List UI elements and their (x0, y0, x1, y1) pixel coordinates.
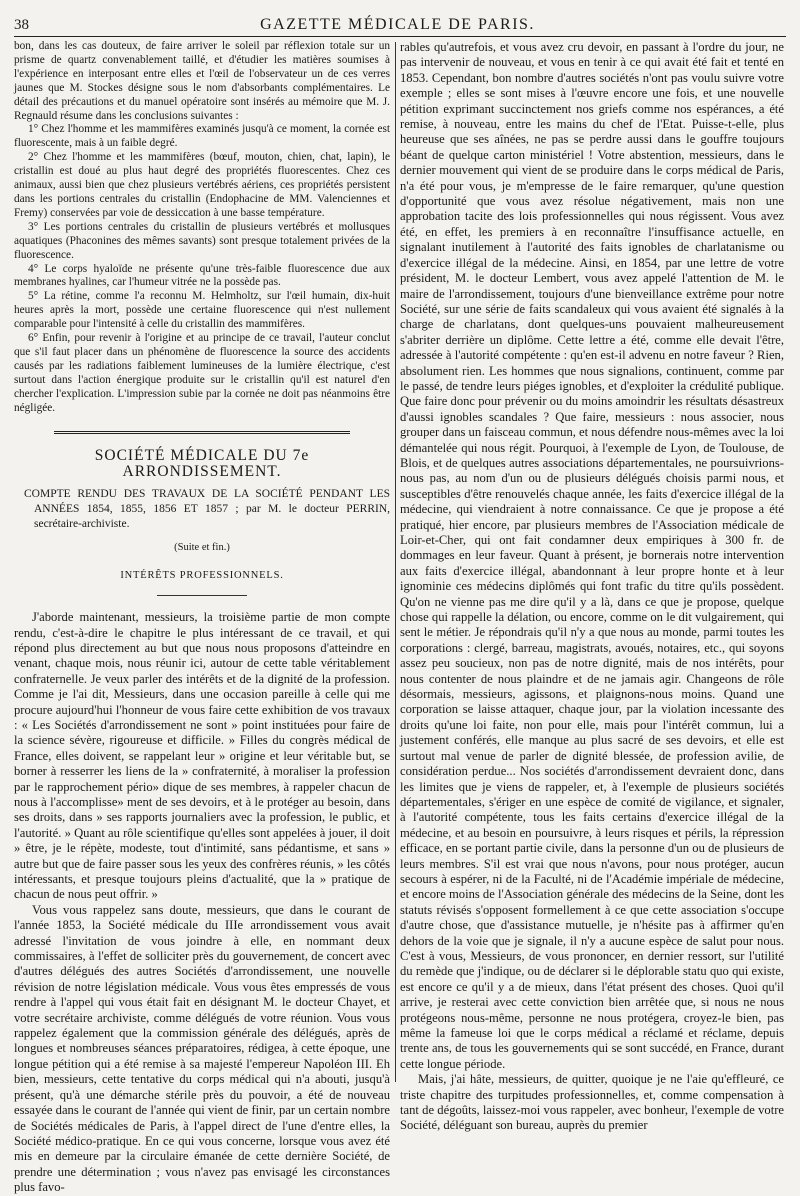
body-paragraph-3: rables qu'autrefois, et vous avez cru devoir, en passant à l'ordre du jour, ne pas intervenir de nouveau, et vous en tenir à ce qui avait été fait et tenté en 1853. Cependant, bon nombre d'autres sociétés n'ont pas voulu suivre votre exemple ; elles se sont mises à l'œuvre encore une fois, et une nouvelle pétition exprimant succinctement nos griefs comme nos espérances, a été remise, à nouveau, entre les mains du chef de l'Etat. Puisse-t-elle, plus heureuse que ses aînées, ne pas se perdre aussi dans le gouffre toujours béant de quelque carton ministériel ! Votre abstention, messieurs, dans le dernier mouvement qui vient de se produire dans le corps médical de Paris, n'a été pour vous, je m'empresse de le faire remarquer, qu'une question d'opportunité que vous avez résolue négativement, mais non une approbation tacite des lois professionnelles qui nous régissent. Vous avez été, en effet, les premiers à en reconnaître l'insuffisance actuelle, en signalant inutilement à l'autorité des faits ignobles de charlatanisme ou d'exercice illégal de la médecine. Ainsi, en 1854, par une lettre de votre président, M. le docteur Lembert, vous avez appelé l'attention de M. le maire de l'arrondissement, toujours d'une bienveillance extrême pour notre Société, sur une série de faits scandaleux qui vous avaient été signalés à la charge de charlatans, dont quelques-uns pouvaient malheureusement s'abriter derrière un diplôme. Cette lettre a été, comme elle devait l'être, adressée à l'autorité compétente : qu'en est-il advenu en notre faveur ? Rien, absolument rien. Les hommes que nous signalions, continuent, comme par le passé, de tendre leurs piéges ignobles, et d'exploiter la crédulité publique. Que faire donc pour prévenir ou du moins amoindrir les résultats désastreux d'aussi ignobles scandales ? Que faire, messieurs : nous associer, nous grouper dans un faisceau commun, et nous défendre nous-mêmes avec la loi démantelée qui nous régit. Pourquoi, à l'exemple de Lyon, de Toulouse, de Blois, et de quelques autres associations départementales, ne poursuivrions-nous pas, au nom d'un ou de plusieurs délégués choisis parmi nous, et susceptibles d'être renouvelés chaque année, les faits d'exercice illégal de la médecine, qui viendraient à notre connaissance. Ce que je propose a été pratiqué, hier encore, par plusieurs membres de l'Association médicale de Loir-et-Cher, qui ont fait condamner deux empiriques à 300 fr. de dommages en leur faveur. Quant à présent, je bornerais notre intervention aux faits d'exercice illégal, abandonnant à leur propre honte et à leur ignominie ces médecins diplômés qui font trafic du titre qu'ils possèdent. Qu'on ne vienne pas me dire qu'il y a là, dans ce que je propose, quelque chose qui rappelle la délation, ou encore, comme on le dit vulgairement, qui sent le métier. Je répondrais qu'il n'y a que nous au monde, parmi toutes les corporations : clergé, barreau, magistrats, avoués, notaires, etc., qui soyons assez peu soucieux, non pas de notre dignité, mais de nos intérêts, pour nous contenter de nous plaindre et de ne jamais agir. Changeons de rôle désormais, messieurs, agissons, et plaignons-nous moins. Quand une corporation se laisse attaquer, chaque jour, par la violation incessante des droits qu'une loi faite, non pour elle, mais pour l'intérêt commun, lui a justement conférés, elle manque au plus sacré de ses devoirs, et elle est surtout mal venue de parler de dignité blessée, de profession avilie, de considération perdue... Nos sociétés d'arrondissement devraient donc, dans les limites que je viens de rappeler, et, à l'exemple de plusieurs sociétés départementales, s'ériger en une espèce de comité de vigilance, et signaler, à l'autorité compétente, tous les faits certains d'exercice illégal de la médecine, et au besoin en poursuivre, à leurs risques et périls, la répression efficace, en se portant partie civile, dans la personne d'un ou de plusieurs de leurs membres. S'il est vrai que nous n'avons, pour nous protéger, aucun secours à espérer, ni de la Faculté, ni de l'Académie impériale de médecine, et encore moins de l'Association générale des médecins de la Seine, dont les statuts révisés s'opposent formellement à ce que cette association s'occupe d'autre chose, que d'assistance mutuelle, je n'hésite pas à affirmer qu'en dehors de la voie que je signale, il n'y a aucune espèce de salut pour nous. C'est à vous, Messieurs, de vous prononcer, en dernier ressort, sur l'utilité du remède que j'indique, ou de déclarer si le déplorable statu quo qui existe, est encore ce qu'il y a de mieux, dans l'état présent des choses. Quoi qu'il arrive, je resterai avec cette conviction bien arrêtée que, si nous ne nous protégeons nous-même, personne ne nous protégera, croyez-le bien, pas même la fameuse loi que le corps médical a réclamé et réclame, depuis trente ans, de tous les gouvernements qui se sont succédé, en France, durant cette longue période. (400, 40, 784, 1071)
conclusion-6: 6° Enfin, pour revenir à l'origine et au principe de ce travail, l'auteur conclut que s'il faut placer dans un phénomène de fluorescence la source des accidents causés par les radiations faiblement lumineuses de la lumière électrique, c'est surtout dans l'action énergique produite sur le cristallin qu'il est naturel d'en chercher l'explication. L'impression subie par la cornée ne doit pas néanmoins être négligée. (14, 332, 390, 414)
column-divider (395, 42, 396, 1082)
suite-note: (Suite et fin.) (174, 542, 230, 554)
conclusion-1: 1° Chez l'homme et les mammifères examinés jusqu'à ce moment, la cornée est fluorescente, mais à un faible degré. (14, 123, 390, 150)
compte-rendu-heading: COMPTE RENDU DES TRAVAUX DE LA SOCIÉTÉ PENDANT LES ANNÉES 1854, 1855, 1856 ET 1857 ; par M. le docteur PERRIN, secrétaire-archiviste. (24, 488, 390, 531)
subsection-rule (157, 595, 247, 596)
body-paragraph-2: Vous vous rappelez sans doute, messieurs, que dans le courant de l'année 1853, la Société médicale du IIIe arrondissement vous avait adressé l'invitation de vous joindre à elle, en nommant deux commissaires, à l'effet de solliciter près du gouvernement, de concert avec d'autres délégués des autres Sociétés d'arrondissement, une nouvelle révision de notre législation médicale. Vous vous êtes empressés de vous rendre à l'appel qui vous était fait en désignant M. le docteur Chayet, et votre secrétaire archiviste, comme délégués de votre réunion. Vous vous rappelez également que la commission générale des délégués, après de longues et nombreuses séances préparatoires, rédigea, à cette époque, une longue pétition qui a été remise à sa majesté l'empereur Napoléon III. Eh bien, messieurs, cette tentative du corps médical qui n'a abouti, jusqu'à présent, qu'à une démarche stérile près du pouvoir, a été de nouveau essayée dans le courant de l'année qui vient de finir, par un certain nombre de Sociétés médicales de Paris, à l'appel direct de l'une d'entre elles, la Société médico-pratique. En ce qui vous concerne, lorsque vous avez été mis en demeure par la circulaire émanée de cette dernière Société, de prendre une détermination ; vous n'avez pas envisagé les circonstances plus favo- (14, 902, 390, 1195)
conclusion-5: 5° La rétine, comme l'a reconnu M. Helmholtz, sur l'œil humain, dix-huit heures après la mort, possède une certaine fluorescence qui n'est nullement comparable pour l'intensité à celle du cristallin des mammifères. (14, 290, 390, 331)
conclusion-3: 3° Les portions centrales du cristallin de plusieurs vertébrés et mollusques aquatiques (Phaconines des mêmes savants) sont presque totalement privées de la fluorescence. (14, 220, 390, 261)
left-column (14, 40, 390, 1195)
page-header (14, 14, 786, 37)
intro-paragraph: bon, dans les cas douteux, de faire arriver le soleil par réflexion totale sur un prisme de quartz convenablement taillé, et d'étudier les matières soumises à l'expérience en interposant entre elles et l'œil de l'observateur un de ces verres jaunes que M. Stockes désigne sous le nom d'absorbants complémentaires. Le détail des précautions et du manuel opératoire sont insérés au mémoire que M. J. Regnauld résume dans les conclusions suivantes : (14, 40, 390, 122)
conclusion-2: 2° Chez l'homme et les mammifères (bœuf, mouton, chien, chat, lapin), le cristallin est doué au plus haut degré des propriétés fluorescentes. Chez ces animaux, aussi bien que chez plusieurs vertébrés aériens, ces propriétés persistent dans les portions centrales du cristallin (Endophacine de MM. Valenciennes et Fremy) conservées par voie de dessiccation à une basse température. (14, 151, 390, 219)
body-paragraph-4: Mais, j'ai hâte, messieurs, de quitter, quoique je ne l'aie qu'effleuré, ce triste chapitre des turpitudes professionnelles, et, comme compensation à tant de dégoûts, laissez-moi vous rappeler, avec bonheur, l'exemple de votre Société, déléguant son bureau, auprès du premier (400, 1072, 784, 1133)
conclusion-4: 4° Le corps hyaloïde ne présente qu'une très-faible fluorescence due aux membranes hyalines, car l'humeur vitrée ne la possède pas. (14, 262, 390, 289)
body-paragraph-1: J'aborde maintenant, messieurs, la troisième partie de mon compte rendu, c'est-à-dire le chapitre le plus intéressant de ce travail, et qui répond plus directement au but que nous nous proposons d'atteindre en venant, chaque mois, nous réunir ici, autour de cette table véritablement confraternelle. Je veux parler des intérêts et de la dignité de la profession. Comme je l'ai dit, Messieurs, dans une occasion pareille à celle qui me procure aujourd'hui l'honneur de vous faire cette exhibition de vos travaux : « Les Sociétés d'arrondissement ne sont » point instituées pour faire de la science sévère, rigoureuse et difficile. » Filles du congrès médical de France, elles doivent, se rappelant leur » origine et leur véritable but, se borner à resserrer les liens de la » confraternité, à moraliser la profession par le rapprochement pério» dique de ses membres, à rappeler chacun de nous à l'accomplisse» ment de ses devoirs, et à le protéger au besoin, dans ses droits, dans » ses rapports journaliers avec la profession, le public, et l'autorité. » Quant au rôle scientifique qu'elles sont appelées à jouer, il doit » être, je le répète, modeste, tout d'intimité, sans pédantisme, et sans » autre but que de faire passer sous les yeux des confrères réunis, » les côtés intéressants, et presque toujours pleins d'actualité, que la » pratique de chacun de nous peut offrir. » (14, 610, 390, 902)
journal-title: GAZETTE MÉDICALE DE PARIS. (260, 16, 535, 33)
section-separator (54, 431, 350, 434)
page-number: 38 (14, 16, 29, 33)
section-title: SOCIÉTÉ MÉDICALE DU 7e ARRONDISSEMENT. (94, 447, 310, 480)
right-column (400, 40, 784, 1133)
subsection-title: INTÉRÊTS PROFESSIONNELS. (120, 569, 284, 581)
